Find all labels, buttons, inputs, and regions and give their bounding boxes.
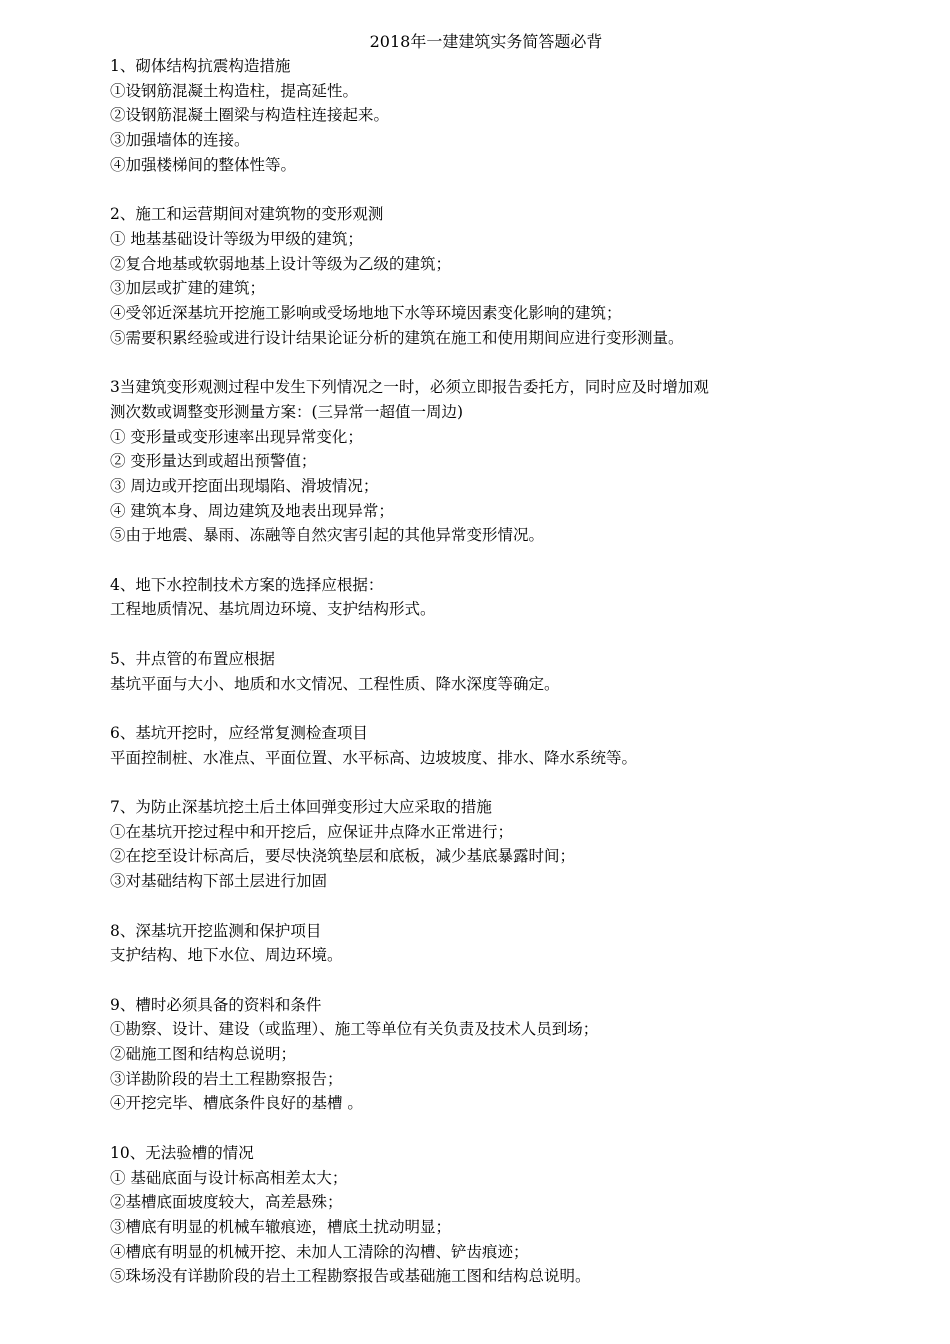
section-line: ③详勘阶段的岩土工程勘察报告； [110, 1069, 343, 1088]
section-2 [110, 202, 850, 350]
document-body [110, 54, 850, 1289]
section-line: ① 变形量或变形速率出现异常变化； [110, 427, 363, 446]
section-8 [110, 919, 850, 968]
section-line: ④槽底有明显的机械开挖、未加人工清除的沟槽、铲齿痕迹； [110, 1242, 529, 1261]
section-line: ⑤由于地震、暴雨、冻融等自然灾害引起的其他异常变形情况。 [110, 526, 545, 545]
section-line: ②在挖至设计标高后，要尽快浇筑垫层和底板，减少基底暴露时间； [110, 847, 576, 866]
section-1 [110, 54, 850, 178]
section-heading: 1、砌体结构抗震构造措施 [110, 57, 291, 75]
section-heading: 5、井点管的布置应根据 [110, 649, 275, 668]
section-line: ②础施工图和结构总说明； [110, 1045, 297, 1063]
section-4 [110, 573, 850, 622]
document-title: 2018年一建建筑实务简答题必背 [369, 32, 603, 51]
section-heading: 4、地下水控制技术方案的选择应根据： [110, 575, 384, 594]
section-heading: 9、槽时必须具备的资料和条件 [110, 995, 322, 1014]
section-line: ④受邻近深基坑开挖施工影响或受场地地下水等环境因素变化影响的建筑； [110, 304, 622, 323]
section-heading: 3当建筑变形观测过程中发生下列情况之一时，必须立即报告委托方，同时应及时增加观 [110, 378, 709, 397]
section-line: ①设钢筋混凝土构造柱，提高延性。 [110, 81, 359, 100]
section-line: 测次数或调整变形测量方案：(三异常一超值一周边) [110, 402, 464, 421]
section-3 [110, 375, 850, 548]
section-10 [110, 1141, 850, 1289]
section-line: ③对基础结构下部土层进行加固 [110, 872, 328, 891]
section-heading: 2、施工和运营期间对建筑物的变形观测 [110, 205, 384, 224]
section-line: 基坑平面与大小、地质和水文情况、工程性质、降水深度等确定。 [110, 674, 560, 693]
section-line: ① 基础底面与设计标高相差太大； [110, 1168, 348, 1187]
section-5 [110, 647, 850, 696]
section-line: ④加强楼梯间的整体性等。 [110, 155, 297, 174]
section-line: ③ 周边或开挖面出现塌陷、滑坡情况； [110, 476, 379, 495]
section-heading: 8、深基坑开挖监测和保护项目 [110, 921, 322, 940]
section-line: 平面控制桩、水准点、平面位置、水平标高、边坡坡度、排水、降水系统等。 [110, 748, 638, 767]
section-line: ⑤珠场没有详勘阶段的岩土工程勘察报告或基础施工图和结构总说明。 [110, 1267, 591, 1286]
section-line: ③槽底有明显的机械车辙痕迹，槽底土扰动明显； [110, 1217, 452, 1236]
section-line: ②复合地基或软弱地基上设计等级为乙级的建筑； [110, 254, 452, 273]
section-9 [110, 993, 850, 1117]
section-line: ①勘察、设计、建设（或监理）、施工等单位有关负责及技术人员到场； [110, 1020, 599, 1039]
section-line: ⑤需要积累经验或进行设计结果论证分析的建筑在施工和使用期间应进行变形测量。 [110, 328, 684, 347]
section-heading: 7、为防止深基坑挖土后土体回弹变形过大应采取的措施 [110, 798, 492, 816]
section-line: ①在基坑开挖过程中和开挖后，应保证井点降水正常进行； [110, 822, 514, 841]
section-line: ③加层或扩建的建筑； [110, 279, 266, 298]
section-7 [110, 795, 850, 894]
section-line: 工程地质情况、基坑周边环境、支护结构形式。 [110, 600, 436, 619]
section-line: ②设钢筋混凝土圈梁与构造柱连接起来。 [110, 106, 390, 125]
section-line: 支护结构、地下水位、周边环境。 [110, 946, 343, 965]
section-line: ④ 建筑本身、周边建筑及地表出现异常； [110, 501, 394, 520]
section-heading: 6、基坑开挖时，应经常复测检查项目 [110, 723, 368, 742]
section-line: ② 变形量达到或超出预警值； [110, 452, 317, 471]
section-line: ③加强墙体的连接。 [110, 131, 250, 150]
section-line: ① 地基基础设计等级为甲级的建筑； [110, 229, 363, 248]
section-line: ②基槽底面坡度较大，高差悬殊； [110, 1193, 343, 1212]
section-6 [110, 721, 850, 770]
section-line: ④开挖完毕、槽底条件良好的基槽 。 [110, 1094, 363, 1113]
section-heading: 10、无法验槽的情况 [110, 1143, 254, 1162]
